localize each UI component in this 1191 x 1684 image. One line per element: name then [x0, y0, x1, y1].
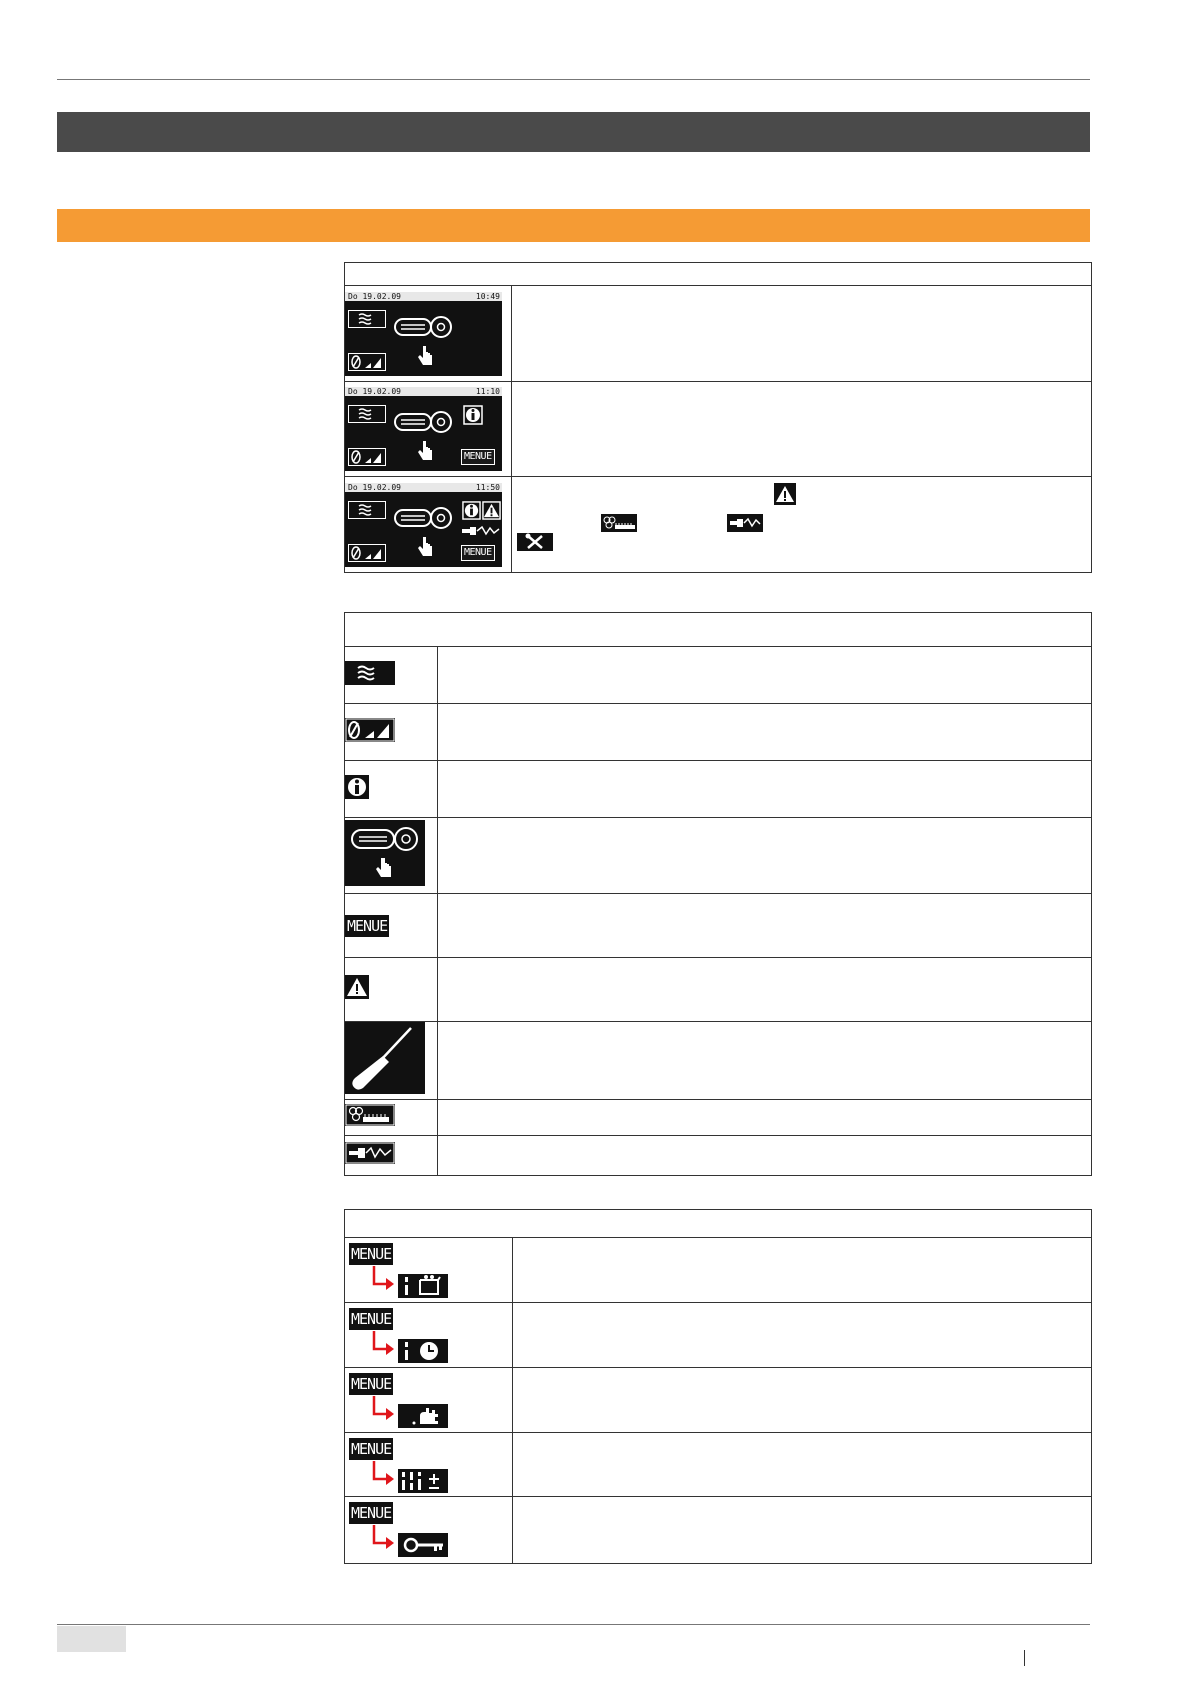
chapter-header-bar: [57, 112, 1090, 152]
icon-description: [438, 894, 1092, 958]
clock-icon: [398, 1339, 448, 1363]
menu-path-cell: [345, 1238, 513, 1303]
icon-cell: [345, 894, 438, 958]
menu-table: [344, 1209, 1092, 1564]
warning-icon: [774, 483, 796, 505]
display-description: [512, 382, 1092, 477]
hand-pointer-icon: [417, 344, 435, 368]
menu-description: [513, 1368, 1092, 1433]
menu-label-icon: MENUE: [351, 1310, 392, 1328]
spool-hand-icon: [345, 820, 425, 886]
screwdriver-icon: [345, 1022, 425, 1094]
display-time: 11:50: [475, 482, 500, 492]
icon-description: [438, 704, 1092, 761]
display-thumbnail-cell: [345, 286, 512, 382]
icon-cell: [345, 958, 438, 1022]
icon-cell: [345, 704, 438, 761]
icon-description: [438, 1022, 1092, 1100]
menu-button-icon: MENUE: [461, 449, 495, 465]
display-date: Do 19.02.09: [348, 387, 401, 396]
red-arrow-icon: [371, 1461, 395, 1491]
filter-icon: [601, 514, 637, 532]
tools-tray-icon: [398, 1274, 448, 1298]
menu-path-cell: [345, 1303, 513, 1368]
header-rule: [57, 79, 1090, 80]
display-thumbnail: [345, 292, 502, 376]
table-header: [345, 1210, 1092, 1238]
display-time: 10:49: [475, 291, 500, 301]
brightness-icon: [348, 544, 386, 562]
display-description: [512, 477, 1092, 573]
hand-pointer-icon: [417, 439, 435, 463]
red-arrow-icon: [371, 1331, 395, 1361]
icon-description: [438, 647, 1092, 704]
spool-icon: [393, 505, 453, 531]
spool-icon: [393, 409, 453, 435]
icon-description: [438, 761, 1092, 818]
display-states-table: [344, 262, 1092, 573]
display-status-bar: [345, 387, 502, 396]
menu-description: [513, 1303, 1092, 1368]
icon-description: [438, 958, 1092, 1022]
brightness-icon: [345, 718, 395, 742]
icon-cell: [345, 818, 438, 894]
section-header-bar: [57, 209, 1090, 242]
display-thumbnail: [345, 483, 502, 567]
red-arrow-icon: [371, 1396, 395, 1426]
hand-pointer-icon: [417, 535, 435, 559]
icon-cell: [345, 1100, 438, 1136]
red-arrow-icon: [371, 1266, 395, 1296]
spool-icon: [393, 314, 453, 340]
icon-legend-table: [344, 612, 1092, 1176]
menu-path-cell: [345, 1497, 513, 1564]
icon-cell: [345, 647, 438, 704]
waves-icon: [348, 501, 386, 519]
icon-description: [438, 818, 1092, 894]
waves-icon: [348, 405, 386, 423]
menu-description: [513, 1497, 1092, 1564]
display-status-bar: [345, 483, 502, 492]
plug-signal-icon: [345, 1142, 395, 1164]
menu-description: [513, 1433, 1092, 1497]
menu-path-cell: [345, 1433, 513, 1497]
warning-icon: [345, 975, 369, 999]
display-thumbnail-cell: [345, 477, 512, 573]
table-header: [345, 613, 1092, 647]
page-number-box: [57, 1626, 126, 1652]
display-thumbnail: [345, 387, 502, 471]
key-icon: [398, 1533, 448, 1557]
footer-separator: [1024, 1650, 1025, 1666]
waves-icon: [348, 310, 386, 328]
display-date: Do 19.02.09: [348, 482, 401, 492]
menu-label-icon: MENUE: [351, 1440, 392, 1458]
red-arrow-icon: [371, 1525, 395, 1555]
brightness-icon: [348, 448, 386, 466]
menu-description: [513, 1238, 1092, 1303]
icon-cell: [345, 1136, 438, 1176]
menu-label-icon: MENUE: [347, 916, 388, 935]
tools-icon: [517, 533, 553, 551]
info-icon: [462, 501, 481, 520]
plug-signal-icon: [727, 514, 763, 532]
table-header: [345, 263, 1092, 286]
footer-rule: [57, 1624, 1090, 1625]
info-icon: [345, 775, 369, 799]
filter-icon: [345, 1104, 395, 1126]
display-date: Do 19.02.09: [348, 291, 401, 301]
brightness-icon: [348, 353, 386, 371]
waves-icon: [345, 661, 395, 685]
menu-label-icon: MENUE: [351, 1504, 392, 1522]
icon-description: [438, 1100, 1092, 1136]
menu-label-icon: MENUE: [351, 1375, 392, 1393]
menu-path-cell: [345, 1368, 513, 1433]
menu-button-icon: MENUE: [461, 545, 495, 561]
hand-icon: [398, 1404, 448, 1428]
display-description: [512, 286, 1092, 382]
warning-icon: [482, 501, 501, 520]
display-thumbnail-cell: [345, 382, 512, 477]
icon-description: [438, 1136, 1092, 1176]
menu-label-icon: MENUE: [351, 1245, 392, 1263]
display-status-bar: [345, 292, 502, 301]
plug-signal-icon: [462, 524, 500, 538]
info-icon: [463, 405, 483, 425]
icon-cell: [345, 1022, 438, 1100]
display-time: 11:10: [475, 387, 500, 396]
sliders-icon: [398, 1469, 448, 1493]
icon-cell: [345, 761, 438, 818]
